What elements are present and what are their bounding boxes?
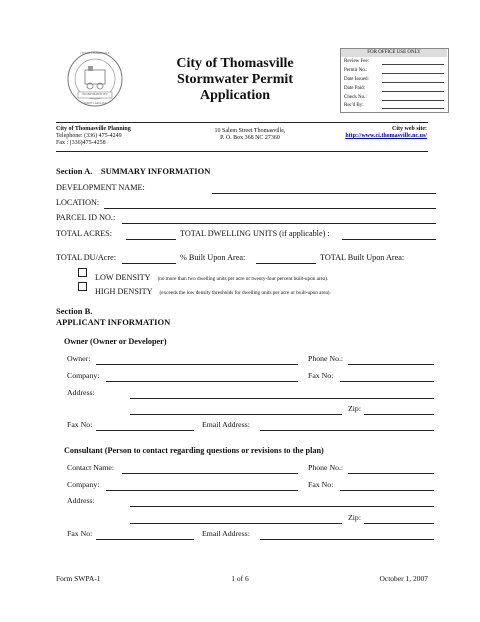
owner-zip-field[interactable] [364, 414, 434, 415]
owner-fax2-label: Fax No: [67, 420, 93, 429]
high-density-label: HIGH DENSITY [95, 287, 153, 296]
city-seal [66, 50, 124, 108]
web-site-link[interactable]: http://www.ci.thomasville.nc.us/ [345, 133, 427, 139]
section-b-title: APPLICANT INFORMATION [56, 317, 171, 327]
owner-address-field-1[interactable] [130, 398, 434, 399]
owner-fax-field[interactable] [340, 381, 434, 382]
consultant-heading: Consultant (Person to contact regarding questions or revisions to the plan) [64, 446, 324, 455]
total-du-acre-label: TOTAL DU/Acre: [56, 253, 117, 262]
footer-page-number: 1 of 6 [231, 574, 249, 583]
consultant-company-field[interactable] [106, 490, 298, 491]
owner-address-field-2[interactable] [130, 414, 342, 415]
consultant-email-field[interactable] [260, 539, 434, 540]
office-recd-by-label: Rec'd By: [344, 103, 364, 108]
owner-fax-label: Fax No: [308, 371, 334, 380]
office-date-paid-field[interactable] [382, 91, 444, 92]
planning-address-2: P. O. Box 368 NC 27360 [220, 135, 280, 141]
consultant-fax-field[interactable] [340, 490, 434, 491]
owner-zip-label: Zip: [348, 404, 361, 413]
total-acres-field[interactable] [126, 239, 176, 240]
total-acres-label: TOTAL ACRES: [56, 229, 112, 238]
owner-name-field[interactable] [96, 364, 298, 365]
page-title [160, 56, 310, 104]
office-check-no-field[interactable] [382, 100, 444, 101]
high-density-option [95, 281, 331, 299]
section-a-prefix: Section A. [56, 166, 93, 176]
owner-address-label: Address: [67, 388, 95, 397]
consultant-zip-field[interactable] [364, 523, 434, 524]
seal-text-top: CITY OF THOMASVILLE [80, 52, 110, 55]
owner-company-field[interactable] [106, 381, 298, 382]
office-permit-no-field[interactable] [382, 73, 444, 74]
location-field[interactable] [104, 208, 436, 209]
consultant-zip-label: Zip: [348, 513, 361, 522]
total-dwelling-label: TOTAL DWELLING UNITS (if applicable) : [180, 229, 330, 238]
high-density-note: (exceeds the low density thresholds for dwelling units per acre or built-upon area). [159, 290, 331, 296]
consultant-address-field-2[interactable] [130, 523, 342, 524]
city-seal-icon [66, 50, 124, 108]
total-du-acre-field[interactable] [122, 263, 176, 264]
consultant-fax-label: Fax No: [308, 480, 334, 489]
title-line-2: Stormwater Permit [177, 72, 293, 87]
consultant-name-label: Contact Name: [67, 463, 114, 472]
section-a-title: SUMMARY INFORMATION [100, 166, 211, 176]
owner-email-field[interactable] [260, 430, 434, 431]
location-label: LOCATION: [56, 198, 100, 207]
owner-phone-label: Phone No.: [308, 354, 344, 363]
footer-form-id: Form SWPA-1 [56, 574, 101, 583]
consultant-fax2-field[interactable] [96, 539, 194, 540]
planning-fax: Fax : (336)475-4258 [56, 140, 106, 146]
consultant-address-field-1[interactable] [130, 506, 434, 507]
owner-heading: Owner (Owner or Developer) [64, 337, 167, 346]
owner-phone-field[interactable] [348, 364, 434, 365]
pct-built-label: % Built Upon Area: [180, 253, 246, 262]
section-b-prefix: Section B. [56, 306, 93, 316]
seal-banner: INCORPORATED 1857 [82, 93, 108, 96]
consultant-company-label: Company: [67, 480, 100, 489]
owner-company-label: Company: [67, 371, 100, 380]
low-density-label: LOW DENSITY [95, 273, 151, 282]
office-review-fee-field[interactable] [382, 64, 444, 65]
office-check-no-label: Check No.: [344, 95, 367, 100]
consultant-address-label: Address: [67, 496, 95, 505]
web-site-label: City web site: [392, 126, 427, 132]
title-line-1: City of Thomasville [176, 56, 294, 71]
office-date-issued-label: Date Issued: [344, 77, 369, 82]
consultant-fax2-label: Fax No: [67, 529, 93, 538]
office-date-paid-label: Date Paid: [344, 86, 365, 91]
planning-telephone: Telephone: (336) 475-4249 [56, 133, 122, 139]
owner-name-label: Owner: [67, 354, 91, 363]
total-dwelling-field[interactable] [342, 239, 436, 240]
owner-fax2-field[interactable] [96, 430, 194, 431]
header-divider-top [56, 122, 428, 123]
office-permit-no-label: Permit No.: [344, 68, 368, 73]
header-divider-bottom [56, 151, 428, 152]
owner-email-label: Email Address: [202, 420, 250, 429]
planning-address-1: 10 Salem Street Thomasville, [214, 128, 286, 134]
development-name-field[interactable] [212, 193, 436, 194]
consultant-name-field[interactable] [122, 473, 298, 474]
low-density-note: (no more than two dwelling units per acre or twenty-four percent built-upon area). [157, 276, 329, 282]
development-name-label: DEVELOPMENT NAME: [56, 183, 145, 192]
parcel-id-label: PARCEL ID NO.: [56, 213, 116, 222]
total-built-label: TOTAL Built Upon Area: [320, 253, 405, 262]
office-date-issued-field[interactable] [382, 82, 444, 83]
seal-text-bottom: NORTH CAROLINA [83, 102, 107, 105]
section-a-heading [56, 166, 210, 176]
pct-built-field[interactable] [256, 263, 316, 264]
parcel-id-field[interactable] [122, 223, 436, 224]
office-use-title: FOR OFFICE USE ONLY [367, 50, 421, 55]
consultant-email-label: Email Address: [202, 529, 250, 538]
high-density-checkbox[interactable] [78, 282, 87, 291]
office-recd-by-field[interactable] [382, 108, 444, 109]
planning-org: City of Thomasville Planning [56, 126, 131, 132]
consultant-phone-field[interactable] [348, 473, 434, 474]
low-density-checkbox[interactable] [78, 268, 87, 277]
office-review-fee-label: Review Fee: [344, 59, 370, 64]
consultant-phone-label: Phone No.: [308, 463, 344, 472]
footer-date: October 1, 2007 [379, 574, 428, 583]
title-line-3: Application [199, 88, 270, 103]
